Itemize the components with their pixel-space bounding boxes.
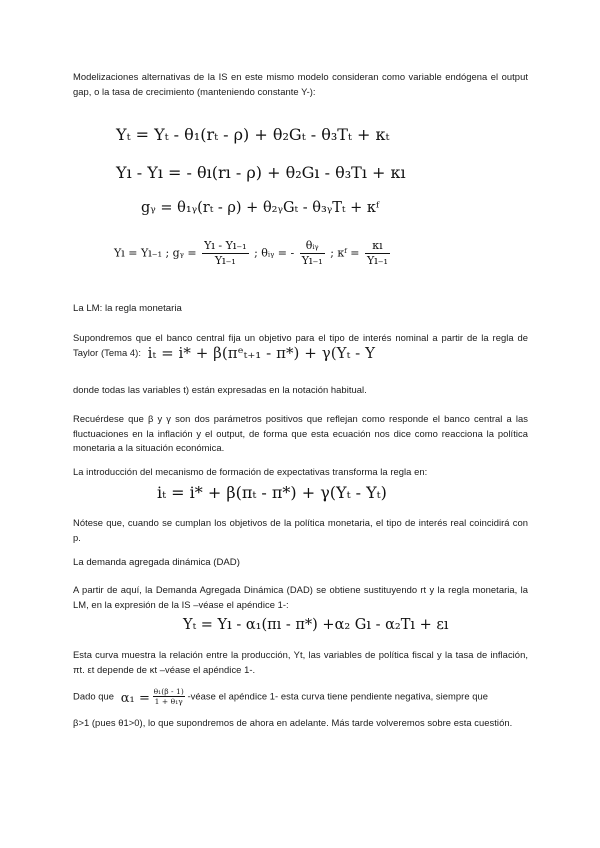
objectives-paragraph: Nótese que, cuando se cumplan los objetivos de la política monetaria, el tipo de interés real coincidirá con p. <box>73 517 528 543</box>
notation-paragraph: donde todas las variables t) están expresadas en la notación habitual. <box>73 384 367 395</box>
equation-is-output: Yₜ = Yₜ - θ₁(rₜ - ρ) + θ₂Gₜ - θ₃Tₜ + κₜ <box>116 125 390 144</box>
beta-paragraph: β>1 (pues θ1>0), lo que supondremos de ahora en adelante. Más tarde volveremos sobre esta cuestión. <box>73 717 513 728</box>
section-heading-lm: La LM: la regla monetaria <box>73 303 182 314</box>
alpha-fraction: $\frac{\text{θ₁(β - 1)}}{\text{1 + θ₁γ}}$ <box>153 687 184 707</box>
definition-part-c: ; κᶠ = <box>330 246 360 260</box>
slope-paragraph <box>73 688 528 706</box>
slope-rest-text: -véase el apéndice 1- esta curva tiene pendiente negativa, siempre que <box>187 690 489 702</box>
taylor-paragraph <box>73 331 528 360</box>
fraction-kappa: $\frac{\kappa ı}{\text{Yı₋₁}}$ <box>366 239 388 267</box>
curve-paragraph: Esta curva muestra la relación entre la producción, Yt, las variables de política fiscal y la tasa de inflación, πt. εt depende de κt –véase el apéndice 1-. <box>73 649 528 675</box>
equation-is-growth: gᵧ = θ₁ᵧ(rₜ - ρ) + θ₂ᵧGₜ - θ₃ᵧTₜ + κᶠ <box>141 200 380 216</box>
intro-paragraph: Modelizaciones alternativas de la IS en este mismo modelo consideran como variable endógena el output gap, o la tasa de crecimiento (manteniendo constante Y-): <box>73 71 528 97</box>
equation-definitions <box>114 240 392 267</box>
fraction-growth: $\frac{\text{Yı - Yı₋₁}}{\text{Yı₋₁}}$ <box>204 239 247 267</box>
slope-intro-text: Dado que <box>73 690 115 702</box>
dad-paragraph: A partir de aquí, la Demanda Agregada Dinámica (DAD) se obtiene sustituyendo rt y la regla monetaria, la LM, en la expresión de la IS –véase el apéndice 1-: <box>73 584 528 610</box>
taylor-intro-text: Supondremos que el banco central fija un objetivo para el tipo de interés nominal a partir de la regla de Taylor (Tema 4): <box>73 332 528 358</box>
equation-monetary-rule: iₜ = i* + β(πₜ - π*) + γ(Yₜ - Yₜ) <box>157 483 387 502</box>
equation-dad: Yₜ = Yı - α₁(πı - π*) +α₂ Gı - α₂Tı + εı <box>183 617 449 633</box>
expectations-paragraph: La introducción del mecanismo de formación de expectativas transforma la regla en: <box>73 466 428 477</box>
definition-part-b: ; θᵢᵧ = - <box>254 246 295 260</box>
fraction-theta: $\frac{\text{θᵢᵧ}}{\text{Yı₋₁}}$ <box>301 239 323 267</box>
equation-is-gap: Yı - Yı = - θı(rı - ρ) + θ₂Gı - θ₃Tı + κı <box>116 163 406 182</box>
alpha-symbol: α₁ = <box>120 690 150 706</box>
equation-taylor-rule: iₜ = i* + β(πᵉₜ₊₁ - π*) + γ(Yₜ - Y <box>147 343 376 362</box>
definition-part-a: Yı = Yı₋₁ ; gᵧ = <box>114 246 197 260</box>
parameters-paragraph: Recuérdese que β y γ son dos parámetros positivos que reflejan como responde el banco central a las fluctuaciones en la inflación y el output, de forma que esta ecuación nos dice como reacciona la política monetaria a la situación económica. <box>73 413 528 453</box>
section-heading-dad: La demanda agregada dinámica (DAD) <box>73 557 240 568</box>
